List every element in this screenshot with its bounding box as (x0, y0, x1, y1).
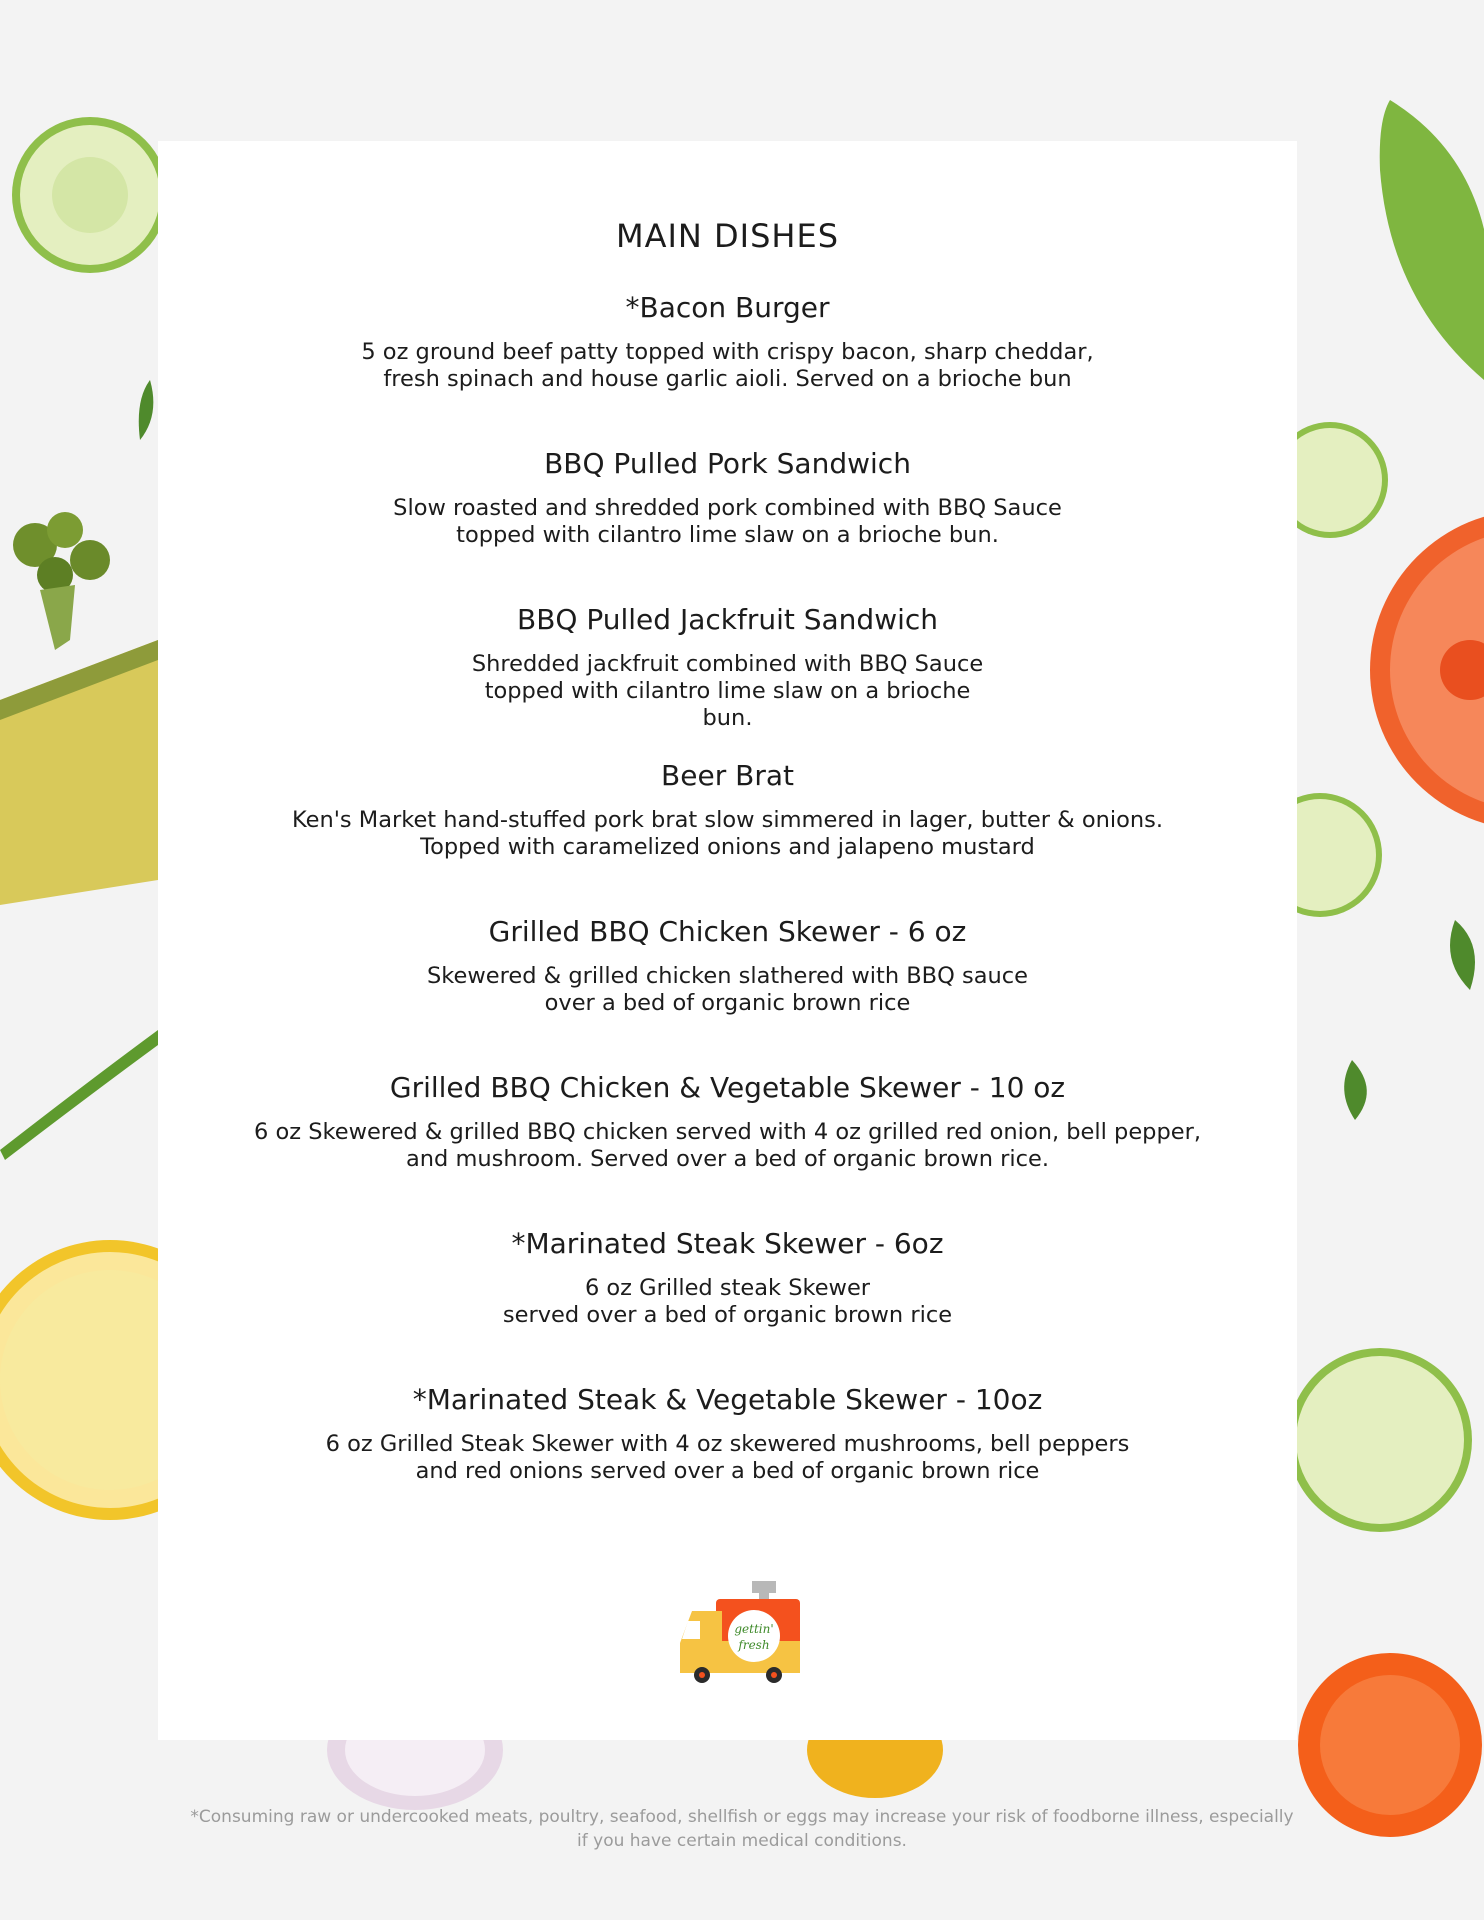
dish-description: 6 oz Grilled steak Skewer served over a bed of organic brown rice (502, 1275, 953, 1328)
logo-text: fresh (738, 1638, 770, 1652)
food-truck-logo-icon (678, 1581, 802, 1685)
menu-item (158, 1227, 1297, 1329)
dish-description: 5 oz ground beef patty topped with crispy bacon, sharp cheddar, fresh spinach and house garlic aioli. Served on a brioche bun (361, 339, 1094, 392)
disclaimer-text: *Consuming raw or undercooked meats, poultry, seafood, shellfish or eggs may increase your risk of foodborne illness, especially if you have certain medical conditions. (190, 1807, 1294, 1851)
leaf-icon (139, 380, 154, 440)
menu-item (158, 759, 1297, 861)
broccoli-icon (13, 512, 110, 650)
leaf-icon (1344, 1060, 1367, 1120)
logo-text: gettin' (734, 1622, 774, 1636)
dish-description: Skewered & grilled chicken slathered with BBQ sauce over a bed of organic brown rice (427, 963, 1028, 1016)
tomato-slice-icon (1370, 510, 1484, 830)
dish-name: *Bacon Burger (625, 291, 830, 324)
green-bean-icon (0, 1030, 158, 1160)
dish-description: Shredded jackfruit combined with BBQ Sauce topped with cilantro lime slaw on a brioche bun. (471, 651, 984, 731)
dish-name: Grilled BBQ Chicken & Vegetable Skewer - 10 oz (389, 1071, 1066, 1104)
cucumber-slice-icon (1288, 1348, 1472, 1532)
menu-item (158, 291, 1297, 393)
dish-name: Beer Brat (661, 759, 794, 792)
dish-name: *Marinated Steak & Vegetable Skewer - 10oz (412, 1383, 1043, 1416)
menu-item (158, 915, 1297, 1017)
cucumber-slice-icon (12, 117, 168, 273)
menu-item (158, 1071, 1297, 1173)
menu-item (158, 1383, 1297, 1485)
dish-name: Grilled BBQ Chicken Skewer - 6 oz (488, 915, 967, 948)
menu-title: MAIN DISHES (615, 217, 840, 255)
dish-description: Slow roasted and shredded pork combined with BBQ Sauce topped with cilantro lime slaw on a brioche bun. (393, 495, 1062, 548)
menu-item (158, 603, 1297, 732)
dish-name: *Marinated Steak Skewer - 6oz (511, 1227, 944, 1260)
menu-item (158, 447, 1297, 549)
dish-name: BBQ Pulled Jackfruit Sandwich (516, 603, 939, 636)
leaf-icon (1450, 920, 1475, 990)
dish-description: Ken's Market hand-stuffed pork brat slow simmered in lager, butter & onions. Topped with caramelized onions and jalapeno mustard (291, 807, 1164, 860)
dish-description: 6 oz Grilled Steak Skewer with 4 oz skewered mushrooms, bell peppers and red onions served over a bed of organic brown rice (325, 1431, 1130, 1484)
dish-description: 6 oz Skewered & grilled BBQ chicken served with 4 oz grilled red onion, bell pepper, and mushroom. Served over a bed of organic brown rice. (254, 1119, 1201, 1172)
basil-leaf-icon (1380, 100, 1484, 380)
menu-card (158, 141, 1297, 1740)
dish-name: BBQ Pulled Pork Sandwich (544, 447, 911, 480)
